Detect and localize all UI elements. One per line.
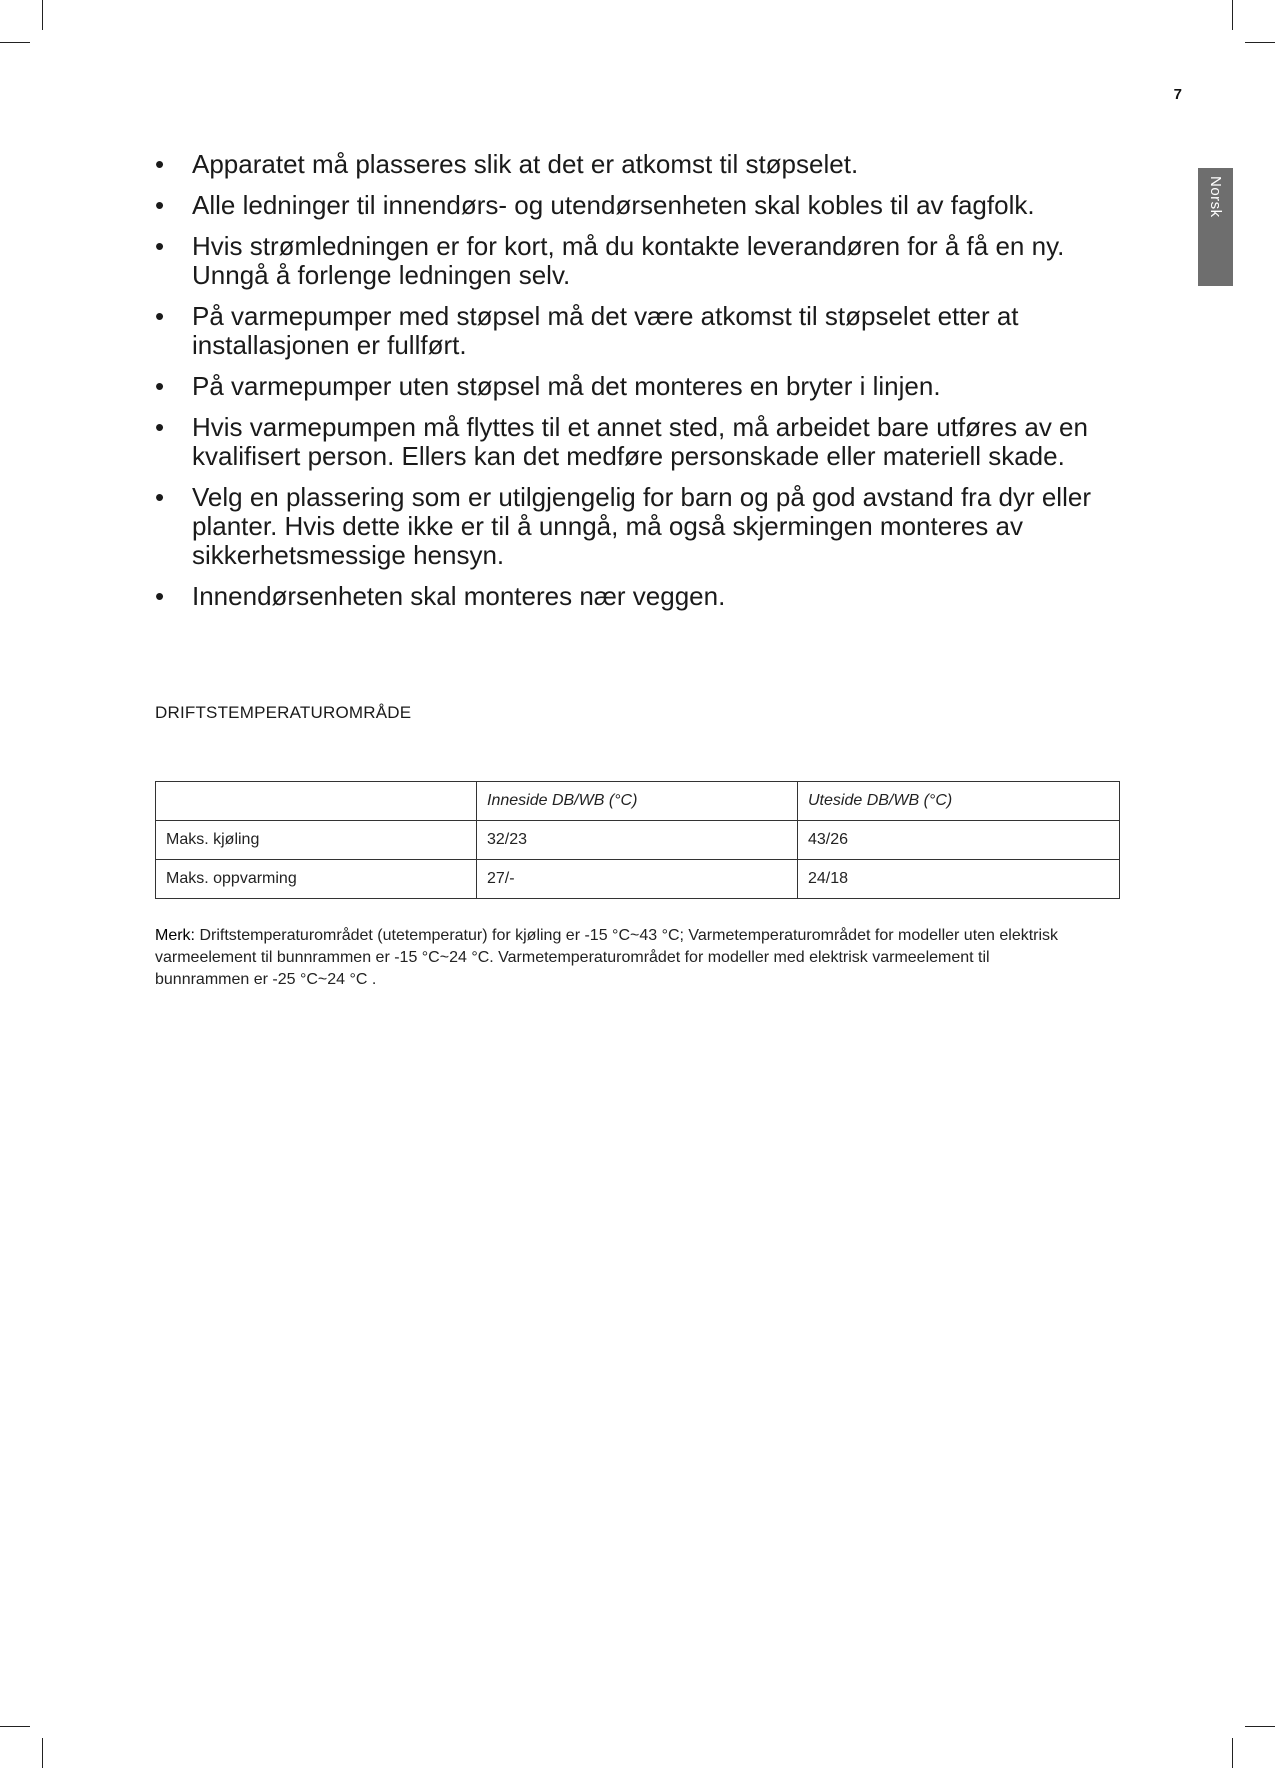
bullet-item: • Innendørsenheten skal monteres nær veggen. xyxy=(155,582,1125,611)
table-header-cell xyxy=(156,782,477,821)
crop-mark-top-left xyxy=(0,42,30,43)
table-row xyxy=(156,860,1120,899)
table-header-cell: Uteside DB/WB (°C) xyxy=(798,782,1120,821)
crop-mark-bottom-right xyxy=(1245,1726,1275,1727)
table-row xyxy=(156,821,1120,860)
note-text: Driftstemperaturområdet (utetemperatur) for kjøling er -15 °C~43 °C; Varmetemperaturområdet for modeller uten elektrisk varmeelement til bunnrammen er -15 °C~24 °C. Varmetemperaturområdet for modeller med elektrisk varmeelement til bunnrammen er -25 °C~24 °C . xyxy=(155,927,1059,988)
bullet-item: • Velg en plassering som er utilgjengelig for barn og på god avstand fra dyr eller planter. Hvis dette ikke er til å unngå, må også skjermingen monteres av sikkerhetsmessige hensyn. xyxy=(155,483,1125,570)
bullet-item: • Alle ledninger til innendørs- og utendørsenheten skal kobles til av fagfolk. xyxy=(155,191,1125,220)
crop-mark-bottom-right xyxy=(1232,1738,1233,1768)
table-cell: 43/26 xyxy=(798,821,1120,860)
bullet-item: • Hvis strømledningen er for kort, må du kontakte leverandøren for å få en ny. Unngå å forlenge ledningen selv. xyxy=(155,232,1125,290)
note-paragraph xyxy=(155,925,1085,991)
safety-bullet-list xyxy=(155,150,1125,623)
bullet-item: • På varmepumper med støpsel må det være atkomst til støpselet etter at installasjonen er fullført. xyxy=(155,302,1125,360)
crop-mark-bottom-left xyxy=(0,1726,30,1727)
section-title: DRIFTSTEMPERATUROMRÅDE xyxy=(155,703,412,722)
table-cell: Maks. kjøling xyxy=(156,821,477,860)
bullet-item: • Apparatet må plasseres slik at det er atkomst til støpselet. xyxy=(155,150,1125,179)
table-cell: Maks. oppvarming xyxy=(156,860,477,899)
temperature-range-table xyxy=(155,781,1120,899)
table-header-row xyxy=(156,782,1120,821)
table-cell: 24/18 xyxy=(798,860,1120,899)
table-cell: 32/23 xyxy=(477,821,798,860)
bullet-item: • Hvis varmepumpen må flyttes til et annet sted, må arbeidet bare utføres av en kvalifisert person. Ellers kan det medføre personskade eller materiell skade. xyxy=(155,413,1125,471)
note-label: Merk: xyxy=(155,927,195,944)
crop-mark-top-left xyxy=(42,0,43,30)
page-number: 7 xyxy=(1173,86,1182,103)
language-tab-label: Norsk xyxy=(1207,176,1224,218)
language-tab xyxy=(1198,168,1233,286)
bullet-item: • På varmepumper uten støpsel må det monteres en bryter i linjen. xyxy=(155,372,1125,401)
crop-mark-bottom-left xyxy=(42,1738,43,1768)
crop-mark-top-right xyxy=(1245,42,1275,43)
table-header-cell: Inneside DB/WB (°C) xyxy=(477,782,798,821)
crop-mark-top-right xyxy=(1232,0,1233,30)
table-cell: 27/- xyxy=(477,860,798,899)
